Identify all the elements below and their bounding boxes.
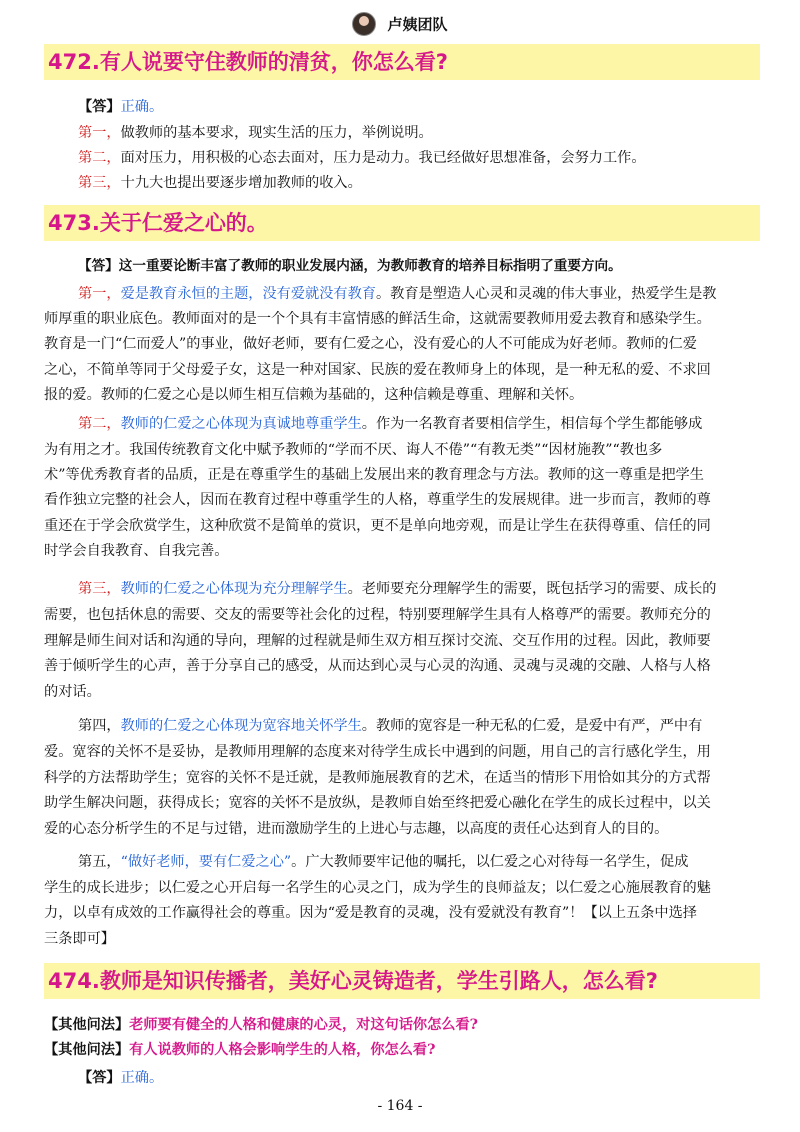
other-tag: 【其他问法】 — [44, 1017, 130, 1033]
q473-s5-l3: 力，以卓有成效的工作赢得社会的尊重。因为“爱是教育的灵魂，没有爱就没有教育”！【以上五条中选择 — [44, 905, 697, 921]
point-heading: 教师的仁爱之心体现为充分理解学生 — [120, 581, 348, 597]
q473-s2-l2: 为有用之才。我国传统教育文化中赋予教师的“学而不厌、诲人不倦”“有教无类”“因材施教”“教也多 — [44, 442, 663, 458]
q473-s3-l4: 善于倾听学生的心声，善于分享自己的感受，从而达到心灵与心灵的沟通、灵魂与灵魂的交融、人格与人格 — [44, 658, 711, 674]
other-text: 有人说教师的人格会影响学生的人格，你怎么看? — [129, 1042, 436, 1058]
point-heading: “做好老师，要有仁爱之心” — [120, 854, 292, 870]
point-text: 。老师要充分理解学生的需要，既包括学习的需要、成长的 — [347, 581, 717, 597]
q472-point-3 — [78, 173, 760, 193]
point-label: 第三， — [78, 175, 121, 191]
q473-s2-l6: 时学会自我教育、自我完善。 — [44, 543, 229, 559]
q472-answer — [78, 97, 794, 117]
question-474-title: 474.教师是知识传播者，美好心灵铸造者，学生引路人，怎么看? — [44, 963, 760, 999]
avatar — [352, 12, 376, 36]
point-label: 第一， — [78, 125, 121, 141]
q474-other-question-1 — [44, 1015, 760, 1035]
point-text: 做教师的基本要求，现实生活的压力，举例说明。 — [120, 125, 433, 141]
q473-s2-l1 — [78, 414, 760, 434]
q473-s3-l2: 需要，也包括休息的需要、交友的需要等社会化的过程，特别要理解学生具有人格尊严的需要。教师充分的 — [44, 607, 711, 623]
header-title: 卢姨团队 — [387, 15, 448, 34]
q473-s4-l4: 助学生解决问题，获得成长；宽容的关怀不是放纵，是教师自始至终把爱心融化在学生的成长过程中，以关 — [44, 795, 711, 811]
question-473-title: 473.关于仁爱之心的。 — [44, 205, 760, 241]
point-heading: 教师的仁爱之心体现为真诚地尊重学生 — [120, 416, 362, 432]
q473-s5-l2: 学生的成长进步；以仁爱之心开启每一名学生的心灵之门，成为学生的良师益友；以仁爱之心施展教育的魅 — [44, 880, 711, 896]
point-label: 第二， — [78, 150, 121, 166]
point-label: 第一， — [78, 286, 121, 302]
answer-tag: 【答】 — [78, 99, 121, 115]
point-text: 。广大教师要牢记他的嘱托，以仁爱之心对待每一名学生，促成 — [291, 854, 689, 870]
q473-s3-l1 — [78, 579, 760, 599]
answer-head: 正确。 — [120, 1070, 164, 1086]
q473-s2-l3: 术”等优秀教育者的品质，正是在尊重学生的基础上发展出来的教育理念与方法。教师的这一尊重是把学生 — [44, 467, 704, 483]
q473-s4-l5: 爱的心态分析学生的不足与过错，进而激励学生的上进心与志趣，以高度的责任心达到育人的目的。 — [44, 821, 669, 837]
point-text: 。教师的宽容是一种无私的仁爱，是爱中有严，严中有 — [361, 718, 703, 734]
q472-point-2 — [78, 148, 760, 168]
page-number: - 164 - — [377, 1098, 423, 1114]
q474-answer — [78, 1068, 794, 1088]
point-text: 十九大也提出要逐步增加教师的收入。 — [120, 175, 362, 191]
q473-s2-l5: 重还在于学会欣赏学生，这种欣赏不是简单的赏识，更不是单向地旁观，而是让学生在获得尊重、信任的同 — [44, 518, 711, 534]
point-text: 。作为一名教育者要相信学生，相信每个学生都能够成 — [361, 416, 703, 432]
point-heading: 爱是教育永恒的主题，没有爱就没有教育 — [120, 286, 376, 302]
point-text: 。教育是塑造人心灵和灵魂的伟大事业，热爱学生是教 — [375, 286, 717, 302]
q473-s1-l4: 之心，不简单等同于父母爱子女，这是一种对国家、民族的爱在教师身上的体现，是一种无私的爱、不求回 — [44, 362, 711, 378]
q473-s2-l4: 看作独立完整的社会人，因而在教育过程中尊重学生的人格，尊重学生的发展规律。进一步而言，教师的尊 — [44, 492, 711, 508]
q474-other-question-2 — [44, 1040, 760, 1060]
question-472-title: 472.有人说要守住教师的清贫，你怎么看? — [44, 44, 760, 80]
q473-s4-l3: 科学的方法帮助学生；宽容的关怀不是迁就，是教师施展教育的艺术，在适当的情形下用恰如其分的方式帮 — [44, 770, 711, 786]
q472-point-1 — [78, 123, 760, 143]
q473-s5-l4: 三条即可】 — [44, 931, 115, 947]
q473-s1-l2: 师厚重的职业底色。教师面对的是一个个具有丰富情感的鲜活生命，这就需要教师用爱去教育和感染学生。 — [44, 311, 711, 327]
point-label: 第四， — [78, 718, 121, 734]
q473-s1-l5: 报的爱。教师的仁爱之心是以师生相互信赖为基础的，这种信赖是尊重、理解和关怀。 — [44, 387, 584, 403]
page-header — [0, 12, 800, 40]
q473-answer: 【答】这一重要论断丰富了教师的职业发展内涵，为教师教育的培养目标指明了重要方向。 — [78, 258, 622, 274]
point-heading: 教师的仁爱之心体现为宽容地关怀学生 — [120, 718, 362, 734]
q473-s1-l1 — [78, 284, 760, 304]
answer-tag: 【答】 — [78, 1070, 121, 1086]
other-tag: 【其他问法】 — [44, 1042, 130, 1058]
point-label: 第三， — [78, 581, 121, 597]
point-label: 第二， — [78, 416, 121, 432]
q473-s3-l3: 理解是师生间对话和沟通的导向，理解的过程就是师生双方相互探讨交流、交互作用的过程。因此，教师要 — [44, 633, 711, 649]
q473-s1-l3: 教育是一门“仁而爱人”的事业，做好老师，要有仁爱之心，没有爱心的人不可能成为好老师。教师的仁爱 — [44, 336, 697, 352]
other-text: 老师要有健全的人格和健康的心灵，对这句话你怎么看? — [129, 1017, 478, 1033]
q473-s5-l1 — [78, 852, 760, 872]
answer-head: 正确。 — [120, 99, 164, 115]
q473-s4-l1 — [78, 716, 760, 736]
q473-s4-l2: 爱。宽容的关怀不是妥协，是教师用理解的态度来对待学生成长中遇到的问题，用自己的言行感化学生，用 — [44, 744, 711, 760]
q473-s3-l5: 的对话。 — [44, 684, 101, 700]
point-text: 面对压力，用积极的心态去面对，压力是动力。我已经做好思想准备，会努力工作。 — [120, 150, 646, 166]
point-label: 第五， — [78, 854, 121, 870]
